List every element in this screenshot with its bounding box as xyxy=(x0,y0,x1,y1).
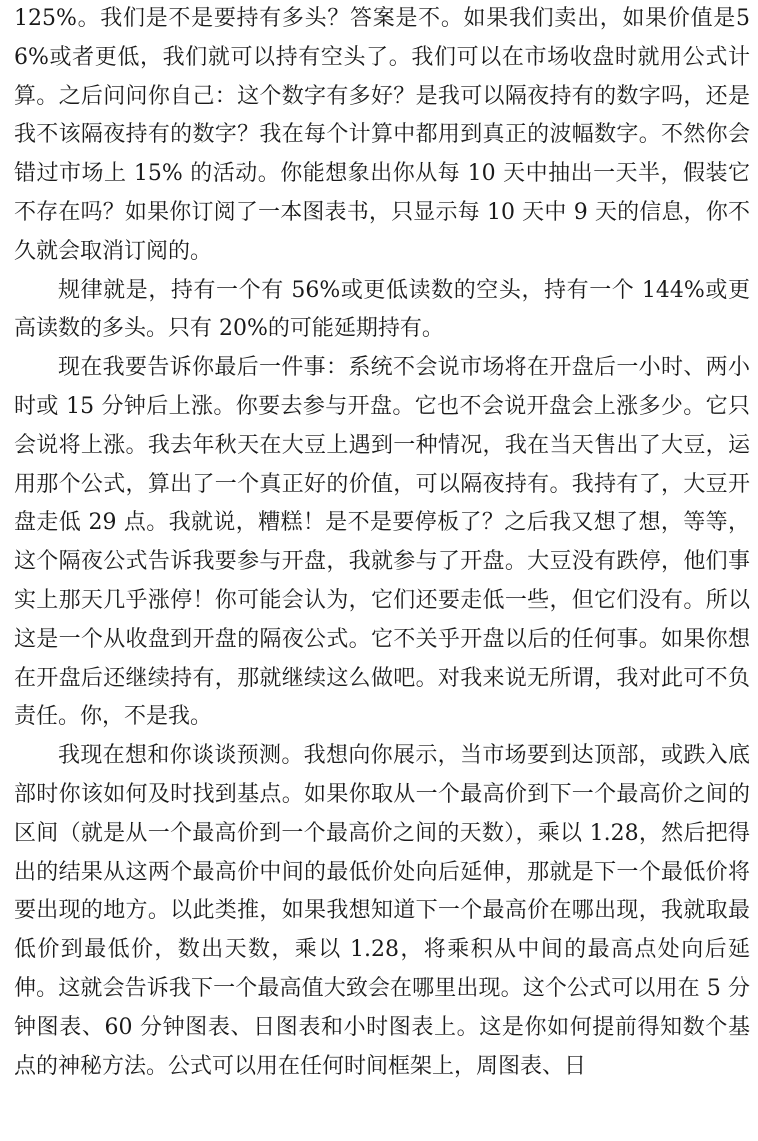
paragraph-1: 125%。我们是不是要持有多头？答案是不。如果我们卖出，如果价值是56%或者更低，我们就可以持有空头了。我们可以在市场收盘时就用公式计算。之后问问你自己：这个数字有多好？是我可以隔夜持有的数字吗，还是我不该隔夜持有的数字？我在每个计算中都用到真正的波幅数字。不然你会错过市场上 15% 的活动。你能想象出你从每 10 天中抽出一天半，假装它不存在吗？如果你订阅了一本图表书，只显示每 10 天中 9 天的信息，你不久就会取消订阅的。 xyxy=(14,6,750,264)
paragraph-2: 规律就是，持有一个有 56%或更低读数的空头，持有一个 144%或更高读数的多头。只有 20%的可能延期持有。 xyxy=(14,277,750,342)
paragraph-3: 现在我要告诉你最后一件事：系统不会说市场将在开盘后一小时、两小时或 15 分钟后上涨。你要去参与开盘。它也不会说开盘会上涨多少。它只会说将上涨。我去年秋天在大豆上遇到一种情况，我在当天售出了大豆，运用那个公式，算出了一个真正好的价值，可以隔夜持有。我持有了，大豆开盘走低 29 点。我就说，糟糕！是不是要停板了？之后我又想了想，等等，这个隔夜公式告诉我要参与开盘，我就参与了开盘。大豆没有跌停，他们事实上那天几乎涨停！你可能会认为，它们还要走低一些，但它们没有。所以这是一个从收盘到开盘的隔夜公式。它不关乎开盘以后的任何事。如果你想在开盘后还继续持有，那就继续这么做吧。对我来说无所谓，我对此可不负责任。你，不是我。 xyxy=(14,355,750,730)
paragraph-4: 我现在想和你谈谈预测。我想向你展示，当市场要到达顶部，或跌入底部时你该如何及时找到基点。如果你取从一个最高价到下一个最高价之间的区间（就是从一个最高价到一个最高价之间的天数），乘以 1.28，然后把得出的结果从这两个最高价中间的最低价处向后延伸，那就是下一个最低价将要出现的地方。以此类推，如果我想知道下一个最高价在哪出现，我就取最低价到最低价，数出天数，乘以 1.28，将乘积从中间的最高点处向后延伸。这就会告诉我下一个最高值大致会在哪里出现。这个公式可以用在 5 分钟图表、60 分钟图表、日图表和小时图表上。这是你如何提前得知数个基点的神秘方法。公式可以用在任何时间框架上，周图表、日 xyxy=(14,743,750,1079)
